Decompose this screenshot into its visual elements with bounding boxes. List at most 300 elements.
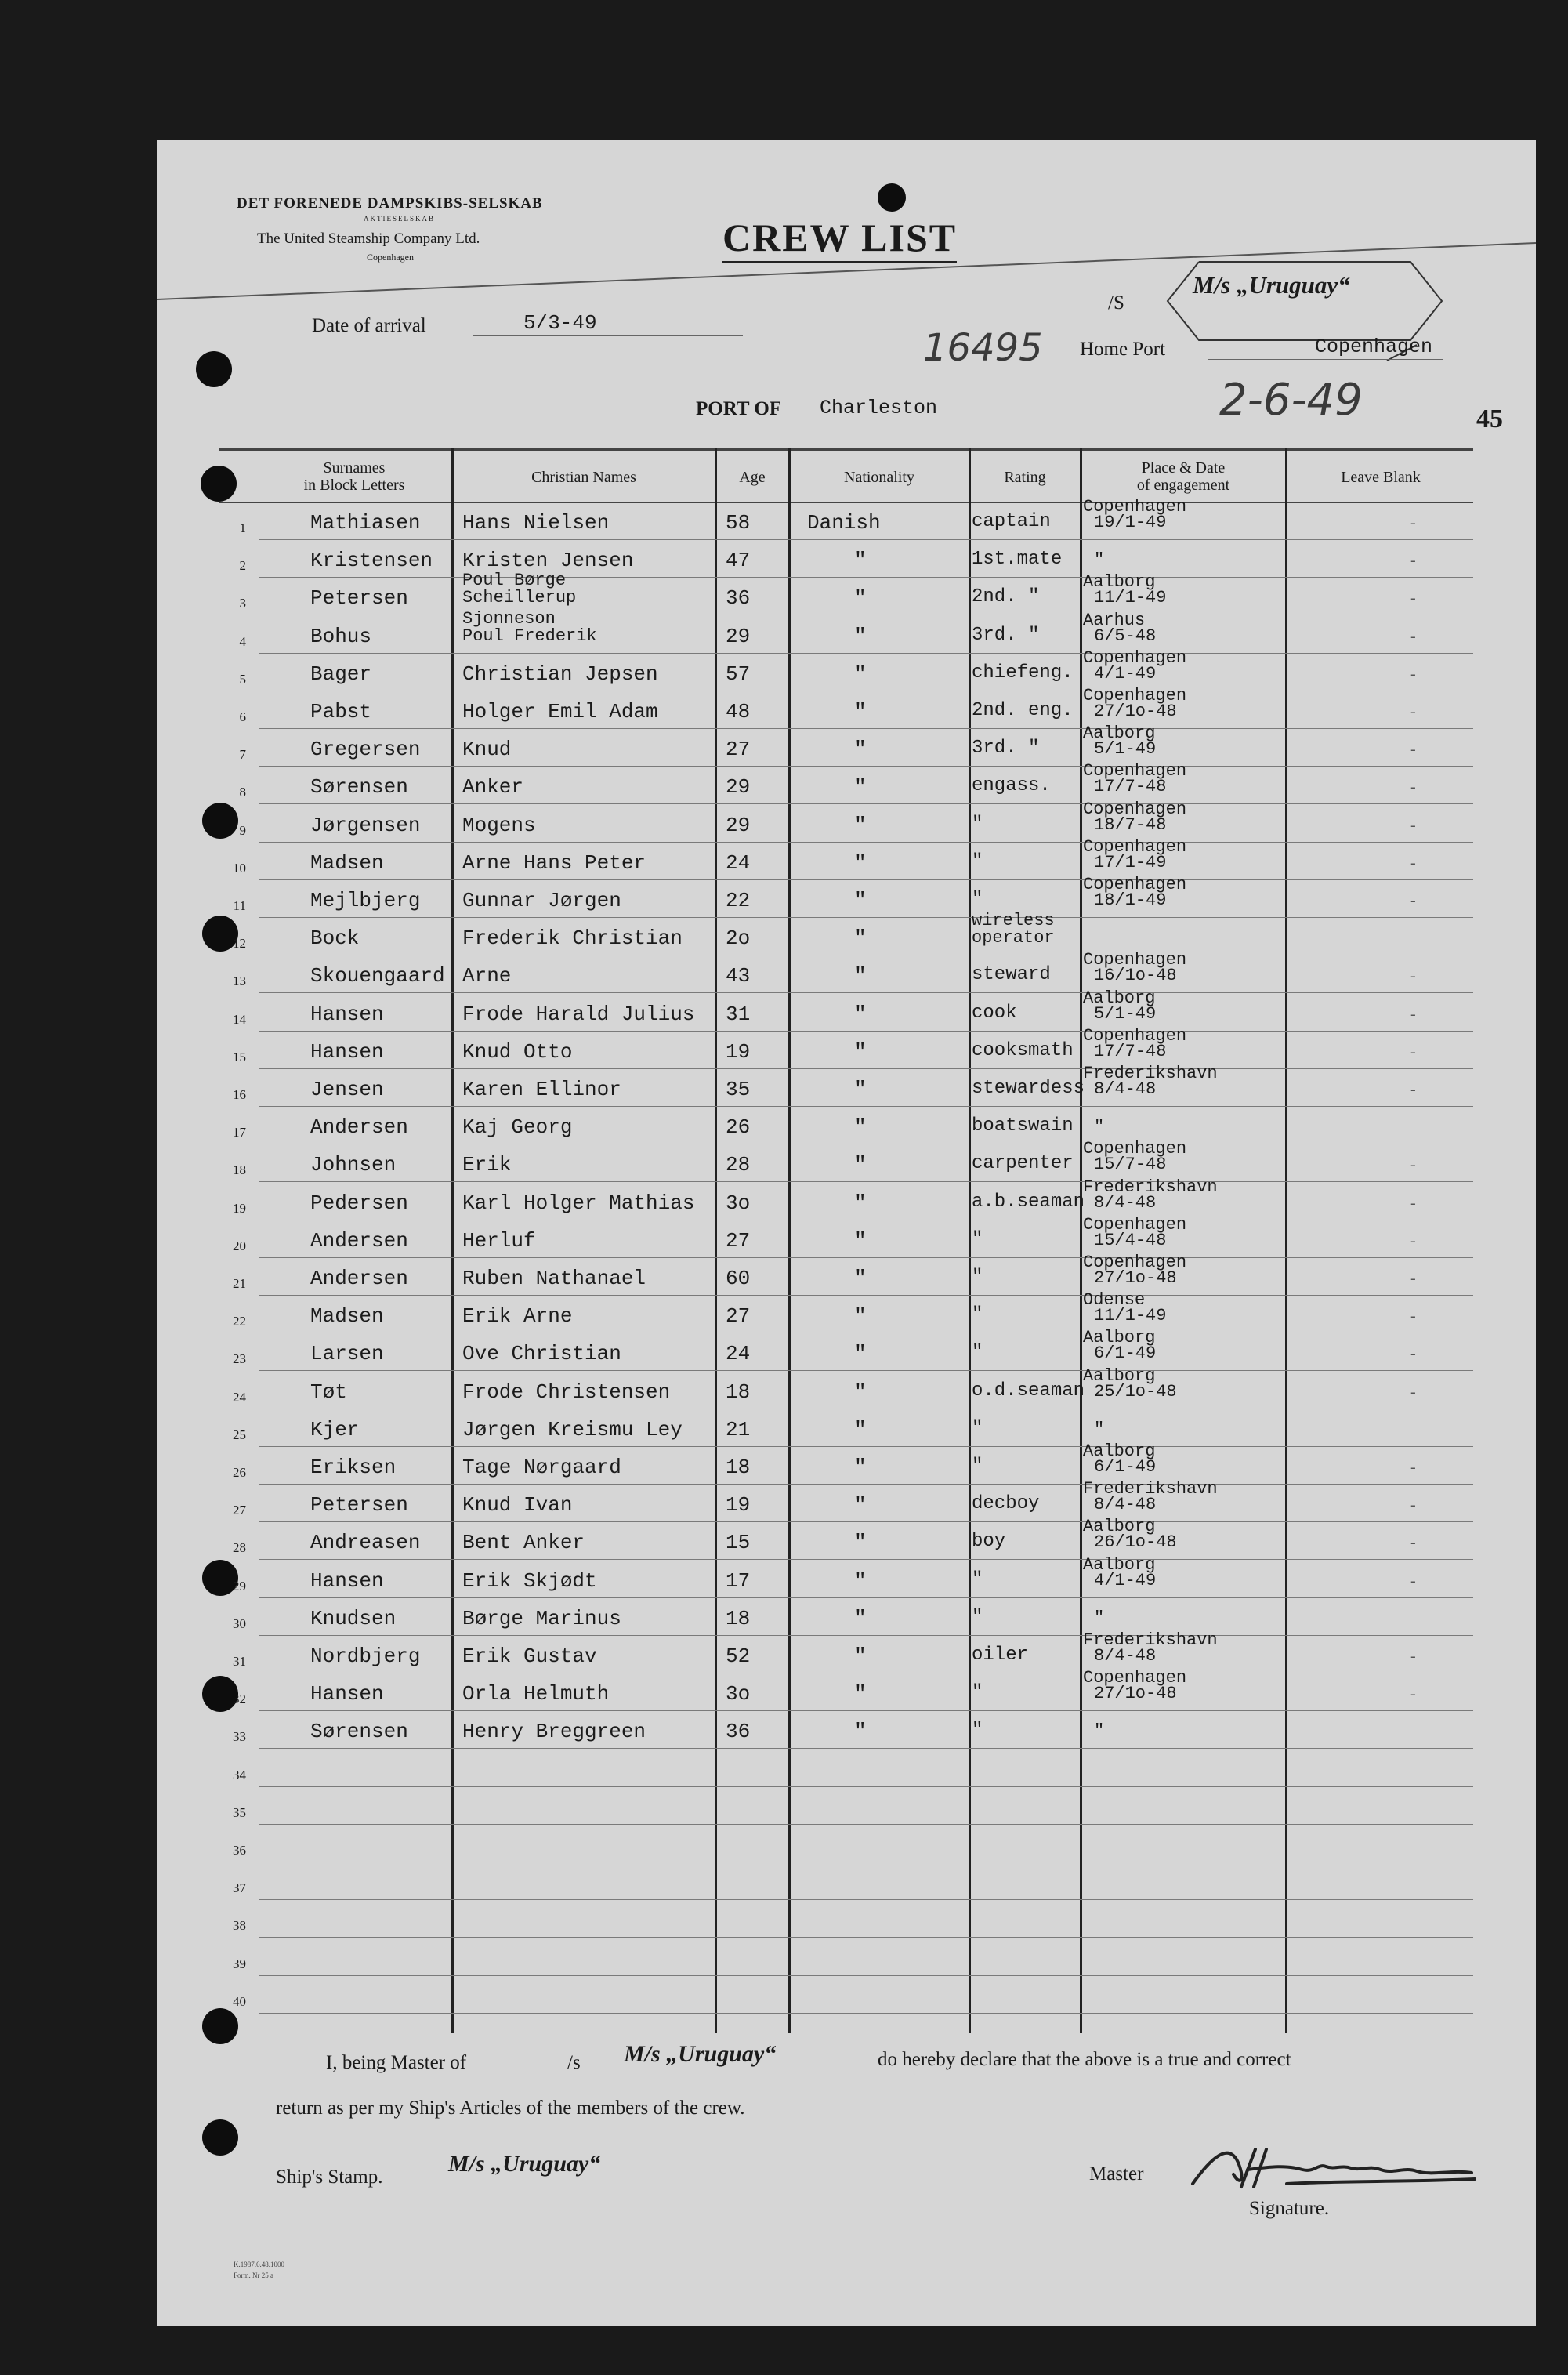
surname-cell: Bohus (310, 624, 372, 648)
age-cell: 24 (726, 1342, 751, 1366)
surname-cell: Pedersen (310, 1191, 408, 1215)
surname-cell: Gregersen (310, 738, 421, 762)
table-row (219, 1863, 1473, 1901)
age-cell: 27 (726, 1228, 751, 1253)
place-cell: Copenhagen (1083, 836, 1187, 857)
table-row (219, 1365, 1473, 1410)
date-cell: " (1094, 1117, 1105, 1137)
crew-table (219, 448, 1473, 2033)
company-english-name: The United Steamship Company Ltd. (257, 230, 480, 247)
leave-blank-cell: - (1410, 1648, 1416, 1665)
table-row (219, 1177, 1473, 1221)
page-title: CREW LIST (722, 215, 957, 263)
table-row (219, 1214, 1473, 1259)
date-cell: 11/1-49 (1094, 1306, 1167, 1326)
row-number: 5 (239, 671, 246, 687)
ship-prefix: /S (1108, 292, 1124, 314)
leave-blank-cell: - (1410, 627, 1416, 645)
binder-hole (196, 351, 232, 387)
table-row (219, 1788, 1473, 1826)
christian-name-cell: Orla Helmuth (462, 1682, 610, 1706)
date-cell: 18/7-48 (1094, 814, 1167, 835)
place-cell: Odense (1083, 1290, 1146, 1311)
leave-blank-cell: - (1410, 778, 1416, 796)
rating-cell: boy (972, 1531, 1006, 1553)
table-row (219, 799, 1473, 843)
place-cell: Aarhus (1083, 610, 1146, 630)
company-subtitle: AKTIESELSKAB (364, 215, 435, 223)
row-rule (259, 1106, 1473, 1107)
table-row (219, 1712, 1473, 1750)
row-rule (259, 1031, 1473, 1032)
christian-name-cell: Kristen Jensen (462, 549, 634, 573)
date-cell: 8/4-48 (1094, 1646, 1157, 1666)
rating-cell: 1st.mate (972, 549, 1063, 571)
row-rule (259, 728, 1473, 729)
age-cell: 58 (726, 511, 751, 535)
table-row (219, 541, 1473, 578)
date-cell: 4/1-49 (1094, 663, 1157, 683)
rating-cell: " (972, 850, 983, 872)
surname-cell: Kjer (310, 1417, 360, 1441)
date-cell: 17/1-49 (1094, 852, 1167, 872)
nationality-cell: " (854, 1568, 867, 1593)
date-cell: " (1094, 550, 1105, 571)
row-number: 1 (239, 520, 246, 535)
place-cell: Frederikshavn (1083, 1630, 1218, 1650)
christian-name-cell: Hans Nielsen (462, 511, 610, 535)
header-surname: Surnames in Block Letters (303, 459, 405, 494)
surname-cell: Hansen (310, 1568, 384, 1593)
rating-cell: cook (972, 1002, 1017, 1024)
surname-cell: Petersen (310, 586, 408, 611)
christian-name-cell: Mogens (462, 813, 536, 837)
rating-cell: " (972, 1417, 983, 1439)
handwritten-date: 2-6-49 (1219, 375, 1363, 426)
nationality-cell: " (854, 1380, 867, 1404)
row-rule (259, 1068, 1473, 1069)
leave-blank-cell: - (1410, 1231, 1416, 1249)
nationality-cell: " (854, 889, 867, 912)
age-cell: 28 (726, 1153, 751, 1177)
table-row (219, 686, 1473, 730)
row-rule (259, 1635, 1473, 1636)
table-row (219, 1025, 1473, 1070)
place-cell: Copenhagen (1083, 761, 1187, 781)
date-cell: 5/1-49 (1094, 1003, 1157, 1024)
surname-cell: Jensen (310, 1078, 384, 1101)
table-row (219, 761, 1473, 805)
table-row (219, 1750, 1473, 1788)
rating-cell: " (972, 1304, 983, 1326)
christian-name-cell: Sjonneson Poul Frederik (462, 608, 597, 646)
row-rule (259, 1597, 1473, 1598)
company-name: DET FORENEDE DAMPSKIBS-SELSKAB (237, 195, 543, 212)
row-number: 28 (233, 1540, 246, 1556)
row-number: 32 (233, 1692, 246, 1707)
christian-name-cell: Arne (462, 964, 512, 988)
table-row (219, 1599, 1473, 1637)
surname-cell: Jørgensen (310, 813, 421, 837)
nationality-cell: " (854, 549, 867, 573)
nationality-cell: " (854, 1153, 867, 1177)
row-rule (259, 1748, 1473, 1749)
table-row (219, 988, 1473, 1032)
row-number: 33 (233, 1729, 246, 1745)
leave-blank-cell: - (1410, 552, 1416, 570)
row-rule (259, 539, 1473, 540)
age-cell: 19 (726, 1493, 751, 1517)
christian-name-cell: Frederik Christian (462, 926, 683, 951)
date-cell: 15/7-48 (1094, 1155, 1167, 1175)
rating-cell: 2nd. eng. (972, 700, 1074, 721)
nationality-cell: " (854, 850, 867, 875)
place-cell: Copenhagen (1083, 686, 1187, 705)
age-cell: 22 (726, 889, 751, 912)
christian-name-cell: Karl Holger Mathias (462, 1191, 695, 1215)
surname-cell: Mathiasen (310, 511, 421, 535)
nationality-cell: " (854, 1304, 867, 1329)
ship-name: M/s „Uruguay“ (1193, 271, 1350, 299)
table-row (219, 1826, 1473, 1863)
row-rule (259, 766, 1473, 767)
nationality-cell: " (854, 1606, 867, 1630)
date-cell: 6/5-48 (1094, 625, 1157, 646)
table-row (219, 1253, 1473, 1296)
home-port-value: Copenhagen (1315, 335, 1433, 358)
declaration-text-3: return as per my Ship's Articles of the members of the crew. (276, 2098, 745, 2119)
leave-blank-cell: - (1410, 589, 1416, 607)
place-cell: Copenhagen (1083, 1253, 1187, 1272)
christian-name-cell: Ruben Nathanael (462, 1267, 646, 1290)
table-row (219, 1064, 1473, 1108)
age-cell: 48 (726, 700, 751, 723)
age-cell: 29 (726, 813, 751, 837)
date-cell: 16/1o-48 (1094, 966, 1177, 986)
leave-blank-cell: - (1410, 1156, 1416, 1174)
rating-cell: 2nd. " (972, 586, 1040, 608)
surname-cell: Andersen (310, 1228, 408, 1253)
row-rule (259, 992, 1473, 993)
christian-name-cell: Holger Emil Adam (462, 700, 658, 723)
row-number: 6 (239, 709, 246, 724)
surname-cell: Petersen (310, 1493, 408, 1517)
date-cell: 27/1o-48 (1094, 1684, 1177, 1704)
age-cell: 18 (726, 1606, 751, 1630)
nationality-cell: " (854, 1228, 867, 1253)
table-row (219, 1441, 1473, 1485)
row-rule (259, 653, 1473, 654)
date-cell: 27/1o-48 (1094, 702, 1177, 721)
place-cell: Frederikshavn (1083, 1479, 1218, 1499)
surname-cell: Pabst (310, 700, 372, 723)
date-cell: 27/1o-48 (1094, 1268, 1177, 1288)
leave-blank-cell: - (1410, 892, 1416, 909)
age-cell: 24 (726, 850, 751, 875)
leave-blank-cell: - (1410, 514, 1416, 531)
leave-blank-cell: - (1410, 1270, 1416, 1287)
christian-name-cell: Knud (462, 738, 512, 762)
place-cell: Aalborg (1083, 723, 1156, 744)
christian-name-cell: Tage Nørgaard (462, 1456, 621, 1479)
age-cell: 3o (726, 1191, 751, 1215)
nationality-cell: " (854, 1002, 867, 1026)
age-cell: 3o (726, 1682, 751, 1706)
nationality-cell: " (854, 775, 867, 800)
header-rating: Rating (1004, 469, 1046, 486)
christian-name-cell: Frode Harald Julius (462, 1002, 695, 1026)
master-signature (1185, 2135, 1483, 2198)
row-rule (259, 577, 1473, 578)
surname-cell: Knudsen (310, 1606, 397, 1630)
place-cell: Copenhagen (1083, 1139, 1187, 1159)
row-number: 2 (239, 558, 246, 574)
table-row (219, 1554, 1473, 1599)
age-cell: 21 (726, 1417, 751, 1441)
row-number: 3 (239, 596, 246, 611)
rating-cell: " (972, 1568, 983, 1590)
date-cell: " (1094, 1721, 1105, 1742)
place-cell: Frederikshavn (1083, 1177, 1218, 1197)
rating-cell: " (972, 1682, 983, 1704)
table-row (219, 1328, 1473, 1372)
rating-cell: chiefeng. (972, 662, 1074, 683)
date-cell: " (1094, 1419, 1105, 1439)
age-cell: 15 (726, 1531, 751, 1555)
christian-name-cell: Poul Børge Scheillerup (462, 571, 577, 608)
rating-cell: " (972, 1342, 983, 1364)
table-row (219, 1108, 1473, 1145)
place-cell: Copenhagen (1083, 1214, 1187, 1235)
form-code-1: K.1987.6.48.1000 (234, 2261, 284, 2268)
rating-cell: " (972, 1456, 983, 1477)
nationality-cell: " (854, 1417, 867, 1441)
table-row (219, 723, 1473, 767)
place-cell: Aalborg (1083, 1365, 1156, 1386)
row-number: 7 (239, 747, 246, 763)
table-row (219, 1668, 1473, 1712)
christian-name-cell: Arne Hans Peter (462, 850, 646, 875)
surname-cell: Larsen (310, 1342, 384, 1366)
surname-cell: Andreasen (310, 1531, 421, 1555)
place-cell: Aalborg (1083, 1517, 1156, 1537)
rating-cell: " (972, 1267, 983, 1288)
header-place-date: Place & Date of engagement (1136, 459, 1230, 494)
date-cell: 8/4-48 (1094, 1495, 1157, 1515)
rating-cell: stewardess (972, 1078, 1085, 1099)
binder-hole (878, 183, 906, 212)
row-number: 9 (239, 822, 246, 838)
declaration-text-1: I, being Master of (326, 2052, 467, 2073)
nationality-cell: " (854, 1682, 867, 1706)
surname-cell: Andersen (310, 1267, 408, 1290)
date-cell: 26/1o-48 (1094, 1532, 1177, 1553)
surname-cell: Hansen (310, 1002, 384, 1026)
age-cell: 52 (726, 1644, 751, 1668)
age-cell: 18 (726, 1380, 751, 1404)
row-rule (259, 842, 1473, 843)
signature-label: Signature. (1249, 2198, 1330, 2219)
rating-cell: 3rd. " (972, 738, 1040, 760)
leave-blank-cell: - (1410, 1534, 1416, 1552)
row-number: 27 (233, 1503, 246, 1518)
surname-cell: Sørensen (310, 775, 408, 800)
rating-cell: a.b.seaman (972, 1191, 1085, 1213)
rating-cell: decboy (972, 1493, 1040, 1515)
table-row (219, 608, 1473, 654)
row-rule (259, 1937, 1473, 1938)
leave-blank-cell: - (1410, 741, 1416, 759)
row-number: 12 (233, 936, 246, 952)
ship-stamp: M/s „Uruguay“ (448, 2151, 601, 2177)
christian-name-cell: Henry Breggreen (462, 1720, 646, 1744)
stamp-label: Ship's Stamp. (276, 2167, 383, 2188)
nationality-cell: " (854, 1720, 867, 1744)
company-city: Copenhagen (367, 252, 414, 263)
christian-name-cell: Erik Skjødt (462, 1568, 597, 1593)
surname-cell: Bock (310, 926, 360, 951)
row-number: 15 (233, 1049, 246, 1064)
age-cell: 19 (726, 1039, 751, 1064)
place-cell: Copenhagen (1083, 799, 1187, 819)
rating-cell: " (972, 1606, 983, 1628)
christian-name-cell: Erik (462, 1153, 512, 1177)
place-cell: Copenhagen (1083, 497, 1187, 517)
row-number: 16 (233, 1087, 246, 1102)
place-cell: Aalborg (1083, 1441, 1156, 1461)
table-row (219, 647, 1473, 692)
nationality-cell: " (854, 662, 867, 686)
surname-cell: Madsen (310, 850, 384, 875)
table-row (219, 911, 1473, 956)
age-cell: 47 (726, 549, 751, 573)
declaration-text-2: do hereby declare that the above is a true and correct (878, 2049, 1291, 2070)
surname-cell: Kristensen (310, 549, 433, 573)
table-row (219, 1517, 1473, 1561)
leave-blank-cell: - (1410, 854, 1416, 872)
date-cell: 19/1-49 (1094, 513, 1167, 532)
row-rule (259, 1824, 1473, 1825)
row-number: 24 (233, 1389, 246, 1405)
leave-blank-cell: - (1410, 1194, 1416, 1212)
table-row (219, 875, 1473, 919)
nationality-cell: " (854, 738, 867, 762)
table-row (219, 836, 1473, 881)
surname-cell: Hansen (310, 1039, 384, 1064)
date-cell: 6/1-49 (1094, 1343, 1157, 1364)
rating-cell: carpenter (972, 1153, 1074, 1175)
age-cell: 2o (726, 926, 751, 951)
row-number: 34 (233, 1767, 246, 1782)
leave-blank-cell: - (1410, 1459, 1416, 1476)
place-cell: Aalborg (1083, 988, 1156, 1008)
date-cell: 17/7-48 (1094, 777, 1167, 797)
leave-blank-cell: - (1410, 1383, 1416, 1401)
row-number: 4 (239, 633, 246, 649)
table-row (219, 497, 1473, 541)
place-cell: Aalborg (1083, 1554, 1156, 1575)
date-value: 5/3-49 (523, 311, 597, 335)
table-row (219, 1139, 1473, 1183)
rating-cell: captain (972, 511, 1051, 532)
row-rule (259, 1786, 1473, 1787)
christian-name-cell: Ove Christian (462, 1342, 621, 1366)
christian-name-cell: Erik Gustav (462, 1644, 597, 1668)
date-cell: " (1094, 1608, 1105, 1628)
row-number: 25 (233, 1427, 246, 1442)
row-number: 13 (233, 974, 246, 989)
nationality-cell: " (854, 1531, 867, 1555)
row-rule (259, 2013, 1473, 2014)
surname-cell: Tøt (310, 1380, 347, 1404)
place-cell: Copenhagen (1083, 1025, 1187, 1046)
age-cell: 18 (726, 1456, 751, 1479)
nationality-cell: " (854, 1191, 867, 1215)
surname-cell: Skouengaard (310, 964, 445, 988)
header-leave-blank: Leave Blank (1341, 469, 1421, 486)
row-number: 37 (233, 1880, 246, 1896)
date-cell: 4/1-49 (1094, 1570, 1157, 1590)
christian-name-cell: Jørgen Kreismu Ley (462, 1417, 683, 1441)
row-number: 21 (233, 1276, 246, 1291)
row-number: 26 (233, 1465, 246, 1480)
table-row (219, 1290, 1473, 1334)
christian-name-cell: Frode Christensen (462, 1380, 671, 1404)
leave-blank-cell: - (1410, 816, 1416, 834)
row-number: 18 (233, 1162, 246, 1178)
leave-blank-cell: - (1410, 1572, 1416, 1590)
row-number: 22 (233, 1314, 246, 1329)
nationality-cell: " (854, 1115, 867, 1140)
nationality-cell: " (854, 700, 867, 723)
rating-cell: wireless operator (972, 911, 1055, 948)
rating-cell: cooksmath (972, 1039, 1074, 1061)
place-cell: Copenhagen (1083, 647, 1187, 668)
age-cell: 36 (726, 1720, 751, 1744)
table-row (219, 1479, 1473, 1523)
place-cell: Copenhagen (1083, 875, 1187, 894)
rating-cell: " (972, 1720, 983, 1742)
age-cell: 31 (726, 1002, 751, 1026)
leave-blank-cell: - (1410, 1345, 1416, 1363)
row-rule (259, 1181, 1473, 1182)
leave-blank-cell: - (1410, 967, 1416, 985)
row-rule (259, 803, 1473, 804)
place-cell: Frederikshavn (1083, 1064, 1218, 1083)
date-underline (473, 335, 743, 336)
leave-blank-cell: - (1410, 665, 1416, 683)
nationality-cell: " (854, 1078, 867, 1101)
nationality-cell: " (854, 624, 867, 648)
date-cell: 6/1-49 (1094, 1457, 1157, 1477)
leave-blank-cell: - (1410, 1496, 1416, 1514)
declaration-s: /s (567, 2052, 581, 2073)
leave-blank-cell: - (1410, 1685, 1416, 1703)
rating-cell: " (972, 813, 983, 835)
date-cell: 8/4-48 (1094, 1192, 1157, 1213)
declaration-ship-name: M/s „Uruguay“ (624, 2041, 777, 2067)
header-christian-names: Christian Names (531, 469, 636, 486)
row-number: 10 (233, 860, 246, 876)
surname-cell: Johnsen (310, 1153, 397, 1177)
leave-blank-cell: - (1410, 703, 1416, 720)
age-cell: 60 (726, 1267, 751, 1290)
leave-blank-cell: - (1410, 1042, 1416, 1061)
age-cell: 43 (726, 964, 751, 988)
leave-blank-cell: - (1410, 1307, 1416, 1325)
row-number: 17 (233, 1125, 246, 1140)
place-cell: Copenhagen (1083, 1668, 1187, 1688)
